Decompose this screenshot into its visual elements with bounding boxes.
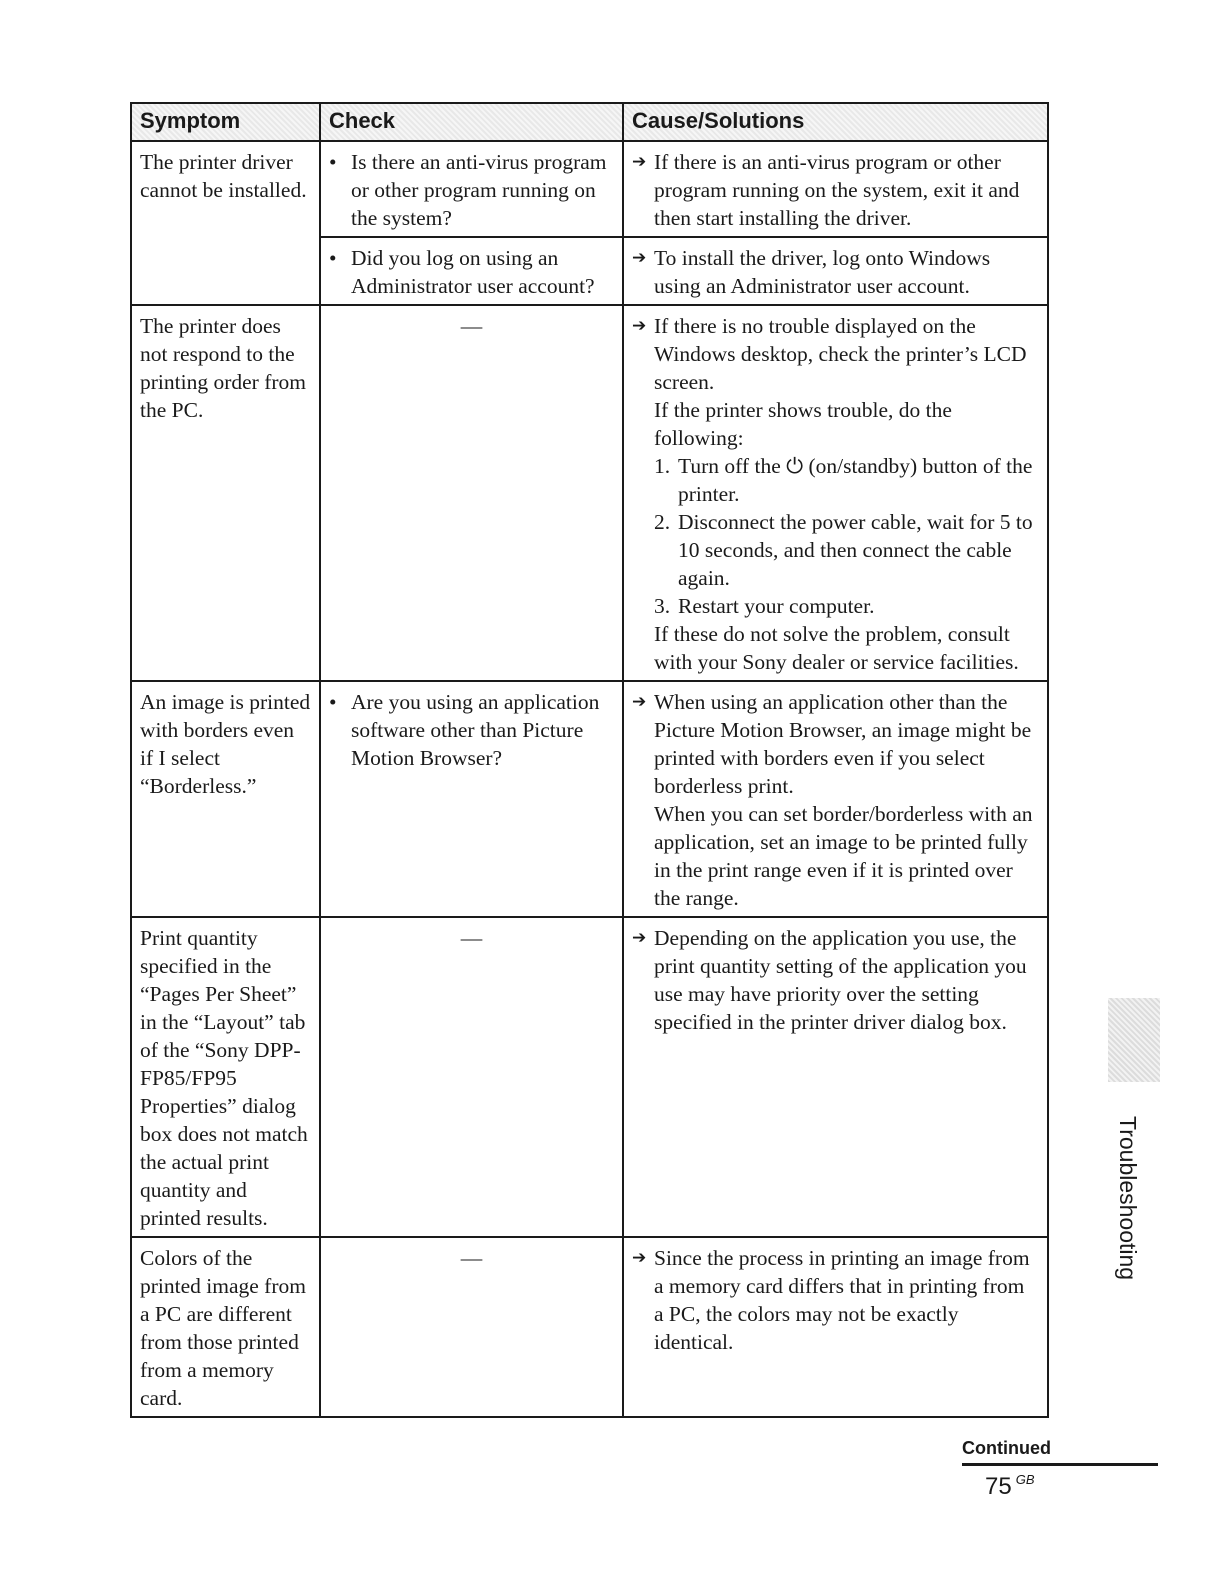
table-row bbox=[131, 917, 1048, 1237]
table-row bbox=[131, 305, 1048, 681]
step-item bbox=[632, 592, 1039, 620]
arrow-icon: ➔ bbox=[632, 928, 647, 948]
check-cell bbox=[320, 141, 623, 237]
symptom-cell: The printer driver cannot be installed. bbox=[131, 141, 320, 305]
arrow-icon: ➔ bbox=[632, 316, 647, 336]
check-cell: — bbox=[320, 917, 623, 1237]
cause-text: If there is an anti-virus program or other program running on the system, exit it and then start installing the driver. bbox=[654, 150, 1020, 230]
step-item bbox=[632, 508, 1039, 592]
symptom-cell: Print quantity specified in the “Pages Per Sheet” in the “Layout” tab of the “Sony DPP-FP85/FP95 Properties” dialog box does not match the actual print quantity and printed results. bbox=[131, 917, 320, 1237]
troubleshooting-table bbox=[130, 102, 1049, 1418]
arrow-icon: ➔ bbox=[632, 1248, 647, 1268]
page-number bbox=[985, 1472, 1035, 1501]
step-number: 1. bbox=[654, 454, 671, 478]
cause-cell bbox=[623, 1237, 1048, 1417]
cause-cell bbox=[623, 305, 1048, 681]
cause-text: Depending on the application you use, the print quantity setting of the application you use may have priority over the setting specified in the printer driver dialog box. bbox=[654, 926, 1027, 1034]
page-suffix: GB bbox=[1015, 1472, 1035, 1487]
bullet-icon: • bbox=[329, 690, 337, 714]
step-item bbox=[632, 452, 1039, 508]
step-number: 2. bbox=[654, 510, 671, 534]
step-number: 3. bbox=[654, 594, 671, 618]
symptom-cell: An image is printed with borders even if I select “Borderless.” bbox=[131, 681, 320, 917]
check-text: Is there an anti-virus program or other program running on the system? bbox=[351, 150, 607, 230]
arrow-icon: ➔ bbox=[632, 248, 647, 268]
header-cause: Cause/Solutions bbox=[623, 103, 1048, 141]
table-row bbox=[131, 681, 1048, 917]
cause-cell bbox=[623, 141, 1048, 237]
table-row bbox=[131, 1237, 1048, 1417]
table-row bbox=[131, 141, 1048, 237]
table-header-row bbox=[131, 103, 1048, 141]
cause-text: If there is no trouble displayed on the Windows desktop, check the printer’s LCD screen. bbox=[654, 314, 1027, 394]
cause-text: When using an application other than the Picture Motion Browser, an image might be printed with borders even if you select borderless print. bbox=[654, 690, 1032, 798]
check-cell bbox=[320, 237, 623, 305]
header-check: Check bbox=[320, 103, 623, 141]
arrow-icon: ➔ bbox=[632, 152, 647, 172]
check-text: Did you log on using an Administrator user account? bbox=[351, 246, 595, 298]
symptom-cell: The printer does not respond to the printing order from the PC. bbox=[131, 305, 320, 681]
continued-label: Continued bbox=[962, 1438, 1158, 1466]
cause-text: Since the process in printing an image from a memory card differs that in printing from a PC, the colors may not be exactly identical. bbox=[654, 1246, 1030, 1354]
check-cell: — bbox=[320, 305, 623, 681]
step-text: Disconnect the power cable, wait for 5 to 10 seconds, and then connect the cable again. bbox=[678, 510, 1033, 590]
cause-subtext: If these do not solve the problem, consult with your Sony dealer or service facilities. bbox=[654, 622, 1019, 674]
cause-cell bbox=[623, 237, 1048, 305]
step-text: Turn off the ⏻ (on/standby) button of the printer. bbox=[678, 454, 1033, 506]
arrow-icon: ➔ bbox=[632, 692, 647, 712]
check-text: Are you using an application software other than Picture Motion Browser? bbox=[351, 690, 600, 770]
check-cell bbox=[320, 681, 623, 917]
section-tab-marker bbox=[1108, 998, 1160, 1082]
header-symptom: Symptom bbox=[131, 103, 320, 141]
bullet-icon: • bbox=[329, 150, 337, 174]
cause-text: To install the driver, log onto Windows using an Administrator user account. bbox=[654, 246, 991, 298]
cause-cell bbox=[623, 681, 1048, 917]
page-number-value: 75 bbox=[985, 1473, 1012, 1500]
cause-cell bbox=[623, 917, 1048, 1237]
bullet-icon: • bbox=[329, 246, 337, 270]
symptom-cell: Colors of the printed image from a PC are different from those printed from a memory card. bbox=[131, 1237, 320, 1417]
check-cell: — bbox=[320, 1237, 623, 1417]
cause-subtext: If the printer shows trouble, do the following: bbox=[654, 398, 952, 450]
cause-subtext: When you can set border/borderless with an application, set an image to be printed fully in the print range even if it is printed over the range. bbox=[654, 802, 1033, 910]
section-label: Troubleshooting bbox=[1115, 1116, 1141, 1281]
step-text: Restart your computer. bbox=[678, 594, 875, 618]
